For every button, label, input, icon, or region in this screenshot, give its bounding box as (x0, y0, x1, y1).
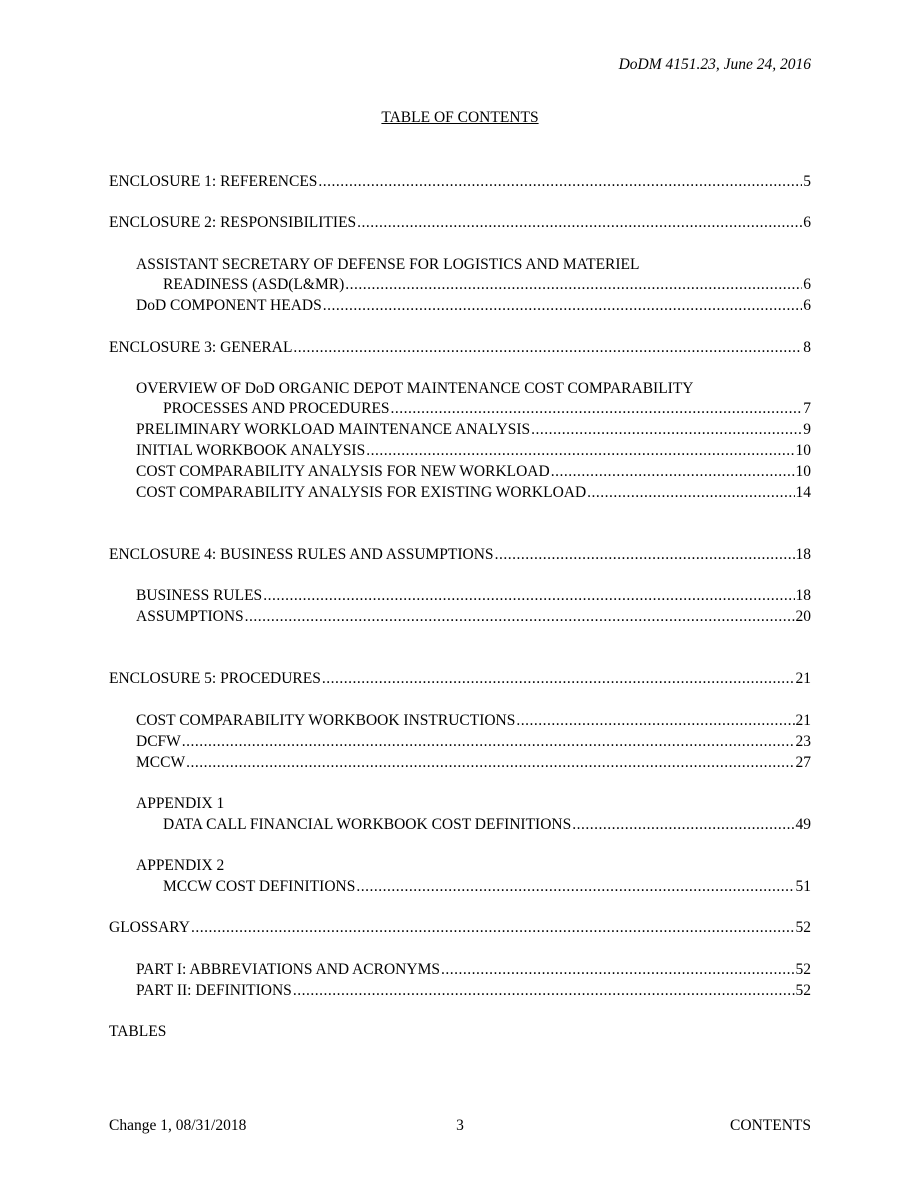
toc-entry-tables: TABLES (109, 1023, 167, 1040)
toc-entry-mccw[interactable] (136, 753, 811, 773)
dot-leader (531, 420, 802, 440)
toc-entry-page: 20 (795, 608, 811, 625)
dot-leader (186, 753, 794, 773)
toc-entry-component-heads[interactable] (136, 296, 811, 316)
toc-entry-enclosure-2[interactable] (109, 213, 811, 233)
toc-entry-definitions[interactable] (136, 981, 811, 1001)
dot-leader (572, 815, 794, 835)
toc-entry-new-workload[interactable] (136, 462, 811, 482)
dot-leader (356, 877, 794, 897)
toc-entry-workbook-instructions[interactable] (136, 711, 811, 731)
toc-entry-appendix-2-heading: APPENDIX 2 (136, 857, 225, 874)
toc-entry-page: 10 (795, 463, 811, 480)
toc-entry-label: DATA CALL FINANCIAL WORKBOOK COST DEFINITIONS (163, 816, 572, 833)
toc-entry-label: PROCESSES AND PROCEDURES (163, 400, 390, 417)
dot-leader (391, 399, 803, 419)
dot-leader (516, 711, 794, 731)
footer-section-name: CONTENTS (730, 1117, 811, 1134)
footer-page-number: 3 (456, 1117, 464, 1134)
toc-entry-page: 49 (795, 816, 811, 833)
toc-entry-overview[interactable] (163, 399, 811, 419)
toc-entry-page: 9 (803, 421, 811, 438)
toc-entry-page: 10 (795, 442, 811, 459)
dot-leader (551, 462, 795, 482)
toc-entry-page: 27 (795, 754, 811, 771)
toc-entry-label: ENCLOSURE 3: GENERAL (109, 339, 293, 356)
dot-leader (245, 607, 795, 627)
toc-entry-label: PART I: ABBREVIATIONS AND ACRONYMS (136, 961, 440, 978)
toc-entry-page: 52 (795, 919, 811, 936)
toc-entry-label: PART II: DEFINITIONS (136, 982, 292, 999)
toc-entry-label: DoD COMPONENT HEADS (136, 297, 322, 314)
toc-entry-label: MCCW (136, 754, 186, 771)
toc-entry-enclosure-3[interactable] (109, 338, 811, 358)
toc-entry-business-rules[interactable] (136, 586, 811, 606)
toc-entry-appendix-2[interactable] (163, 877, 811, 897)
toc-entry-preliminary[interactable] (136, 420, 811, 440)
dot-leader (495, 545, 795, 565)
toc-entry-page: 6 (803, 297, 811, 314)
toc-entry-enclosure-1[interactable] (109, 172, 811, 192)
dot-leader (293, 981, 795, 1001)
dot-leader (182, 732, 795, 752)
toc-entry-label: COST COMPARABILITY WORKBOOK INSTRUCTIONS (136, 712, 516, 729)
toc-entry-page: 23 (795, 733, 811, 750)
toc-entry-page: 21 (795, 670, 811, 687)
toc-entry-overview-line1: OVERVIEW OF DoD ORGANIC DEPOT MAINTENANCE COST COMPARABILITY (136, 380, 694, 397)
toc-entry-label: ENCLOSURE 5: PROCEDURES (109, 670, 321, 687)
running-header: DoDM 4151.23, June 24, 2016 (618, 56, 811, 73)
toc-entry-page: 21 (795, 712, 811, 729)
toc-entry-asd[interactable] (163, 275, 811, 295)
toc-entry-page: 51 (795, 878, 811, 895)
toc-entry-asd-line1: ASSISTANT SECRETARY OF DEFENSE FOR LOGISTICS AND MATERIEL (136, 256, 640, 273)
toc-entry-label: GLOSSARY (109, 919, 190, 936)
toc-entry-label: MCCW COST DEFINITIONS (163, 878, 356, 895)
toc-entry-page: 6 (803, 276, 811, 293)
toc-entry-label: ENCLOSURE 2: RESPONSIBILITIES (109, 214, 357, 231)
dot-leader (345, 275, 802, 295)
toc-entry-page: 18 (795, 546, 811, 563)
toc-title: TABLE OF CONTENTS (381, 109, 539, 126)
toc-entry-page: 18 (795, 587, 811, 604)
toc-entry-page: 52 (795, 961, 811, 978)
toc-entry-page: 52 (795, 982, 811, 999)
toc-entry-page: 8 (803, 339, 811, 356)
footer-change-date: Change 1, 08/31/2018 (109, 1117, 247, 1134)
toc-entry-label: ASSUMPTIONS (136, 608, 244, 625)
toc-entry-label: COST COMPARABILITY ANALYSIS FOR NEW WORKLOAD (136, 463, 550, 480)
dot-leader (323, 296, 803, 316)
toc-entry-abbreviations[interactable] (136, 960, 811, 980)
toc-entry-label: ENCLOSURE 1: REFERENCES (109, 173, 318, 190)
toc-entry-label: DCFW (136, 733, 181, 750)
dot-leader (322, 669, 795, 689)
toc-entry-dcfw[interactable] (136, 732, 811, 752)
toc-entry-existing-workload[interactable] (136, 483, 811, 503)
toc-entry-label: BUSINESS RULES (136, 587, 263, 604)
dot-leader (293, 338, 802, 358)
toc-entry-page: 6 (803, 214, 811, 231)
dot-leader (263, 586, 794, 606)
dot-leader (366, 441, 794, 461)
dot-leader (441, 960, 795, 980)
toc-entry-label: INITIAL WORKBOOK ANALYSIS (136, 442, 366, 459)
toc-entry-initial-workbook[interactable] (136, 441, 811, 461)
toc-entry-page: 14 (795, 484, 811, 501)
toc-entry-glossary[interactable] (109, 918, 811, 938)
toc-entry-label: PRELIMINARY WORKLOAD MAINTENANCE ANALYSIS (136, 421, 531, 438)
toc-entry-enclosure-5[interactable] (109, 669, 811, 689)
toc-entry-label: COST COMPARABILITY ANALYSIS FOR EXISTING WORKLOAD (136, 484, 587, 501)
toc-entry-page: 7 (803, 400, 811, 417)
toc-entry-assumptions[interactable] (136, 607, 811, 627)
toc-entry-appendix-1-heading: APPENDIX 1 (136, 795, 225, 812)
dot-leader (318, 172, 802, 192)
dot-leader (191, 918, 795, 938)
toc-entry-page: 5 (803, 173, 811, 190)
toc-entry-enclosure-4[interactable] (109, 545, 811, 565)
toc-entry-appendix-1[interactable] (163, 815, 811, 835)
toc-entry-label: READINESS (ASD(L&MR) (163, 276, 345, 293)
dot-leader (587, 483, 794, 503)
dot-leader (357, 213, 802, 233)
toc-entry-label: ENCLOSURE 4: BUSINESS RULES AND ASSUMPTIONS (109, 546, 494, 563)
